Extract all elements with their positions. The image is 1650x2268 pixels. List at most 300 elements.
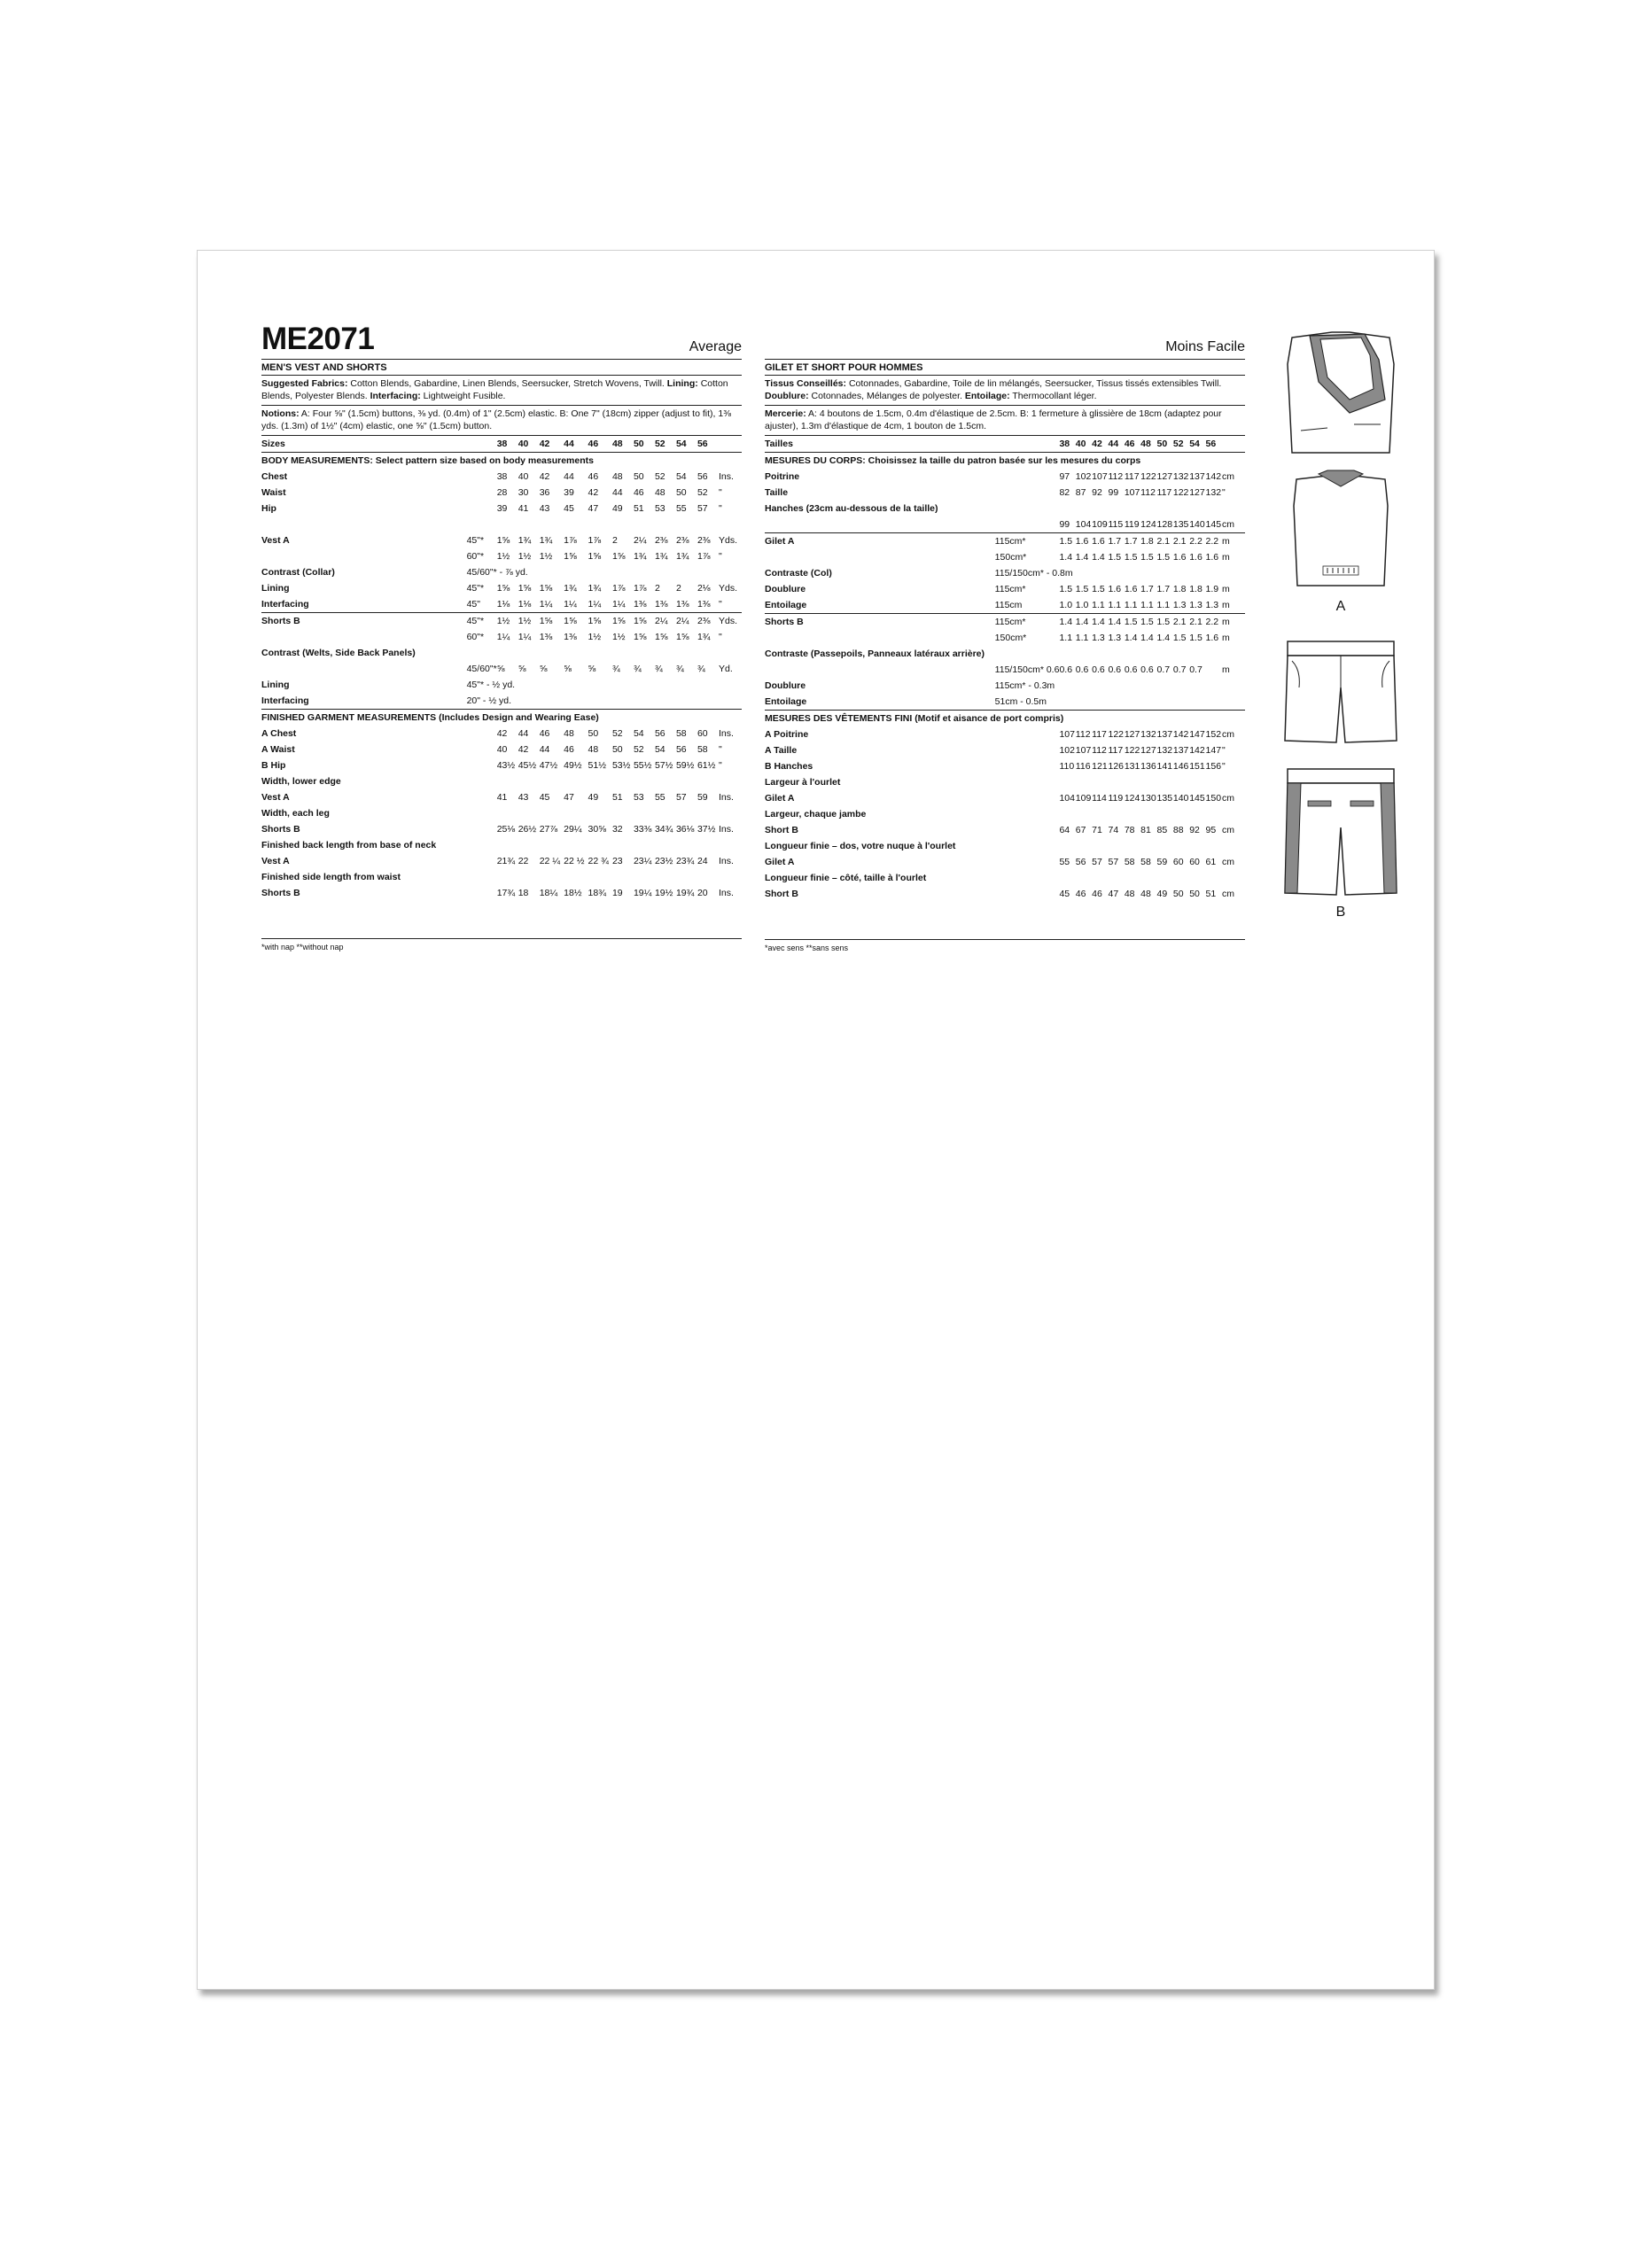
table-cell: ⅝	[539, 664, 548, 674]
table-row	[765, 597, 1245, 614]
table-cell: 152	[1205, 729, 1222, 740]
table-cell: 22	[518, 856, 529, 866]
table-cell: 145	[1205, 519, 1222, 530]
row-label: Hip	[261, 503, 276, 514]
table-cell: 33⅜	[633, 824, 652, 835]
table-row	[765, 870, 1245, 886]
french-header	[765, 320, 1245, 359]
row-label: Short B	[765, 889, 798, 899]
table-cell: 150	[1205, 793, 1222, 804]
sizes-label: Sizes	[261, 436, 467, 453]
table-cell: 2.2	[1206, 533, 1222, 550]
section-title-row	[261, 453, 742, 470]
table-cell: 1⅞	[611, 583, 626, 594]
row-note: 51cm - 0.5m	[994, 696, 1047, 707]
table-cell: 1¾	[539, 535, 553, 546]
row-label: Entoilage	[765, 696, 807, 707]
unit-cell: m	[1222, 664, 1230, 675]
table-cell: 142	[1205, 471, 1222, 482]
table-cell: 1¼	[518, 632, 532, 642]
table-row	[765, 662, 1245, 678]
table-cell: 1⅝	[611, 551, 626, 562]
table-cell: 22 ½	[564, 856, 585, 866]
table-cell: 48	[611, 471, 623, 482]
table-cell: 137	[1172, 745, 1189, 756]
table-cell: 1⅜	[564, 632, 577, 642]
fabric-width	[995, 790, 1060, 806]
table-cell: 51½	[588, 760, 606, 771]
table-cell: 132	[1156, 745, 1173, 756]
table-cell: 18¼	[539, 888, 558, 898]
fabric-width	[467, 742, 497, 757]
row-label: B Hanches	[765, 761, 813, 772]
table-cell: 1½	[496, 551, 510, 562]
fabric-width: 60"*	[466, 632, 485, 642]
row-note: 115cm* - 0.3m	[994, 680, 1055, 691]
table-cell: 46	[1075, 889, 1086, 899]
table-row	[261, 693, 742, 710]
table-cell: 127	[1156, 471, 1173, 482]
table-cell: 132	[1140, 729, 1156, 740]
table-cell: 21¾	[496, 856, 516, 866]
fabric-width: 150cm*	[994, 552, 1027, 563]
table-cell: 1¼	[496, 632, 510, 642]
table-cell: 1⅝	[540, 613, 564, 630]
unit-cell: m	[1222, 584, 1230, 594]
table-cell: 18½	[564, 888, 582, 898]
fabric-width	[995, 469, 1060, 485]
unit-cell: "	[719, 760, 722, 771]
row-label: Contraste (Passepoils, Panneaux latéraux arrière)	[765, 649, 985, 659]
table-cell	[676, 517, 697, 532]
table-cell: 57	[697, 503, 708, 514]
table-cell: 1½	[539, 551, 553, 562]
table-cell: 114	[1092, 793, 1107, 804]
table-cell: 1.4	[1140, 633, 1154, 643]
table-cell: 1.9	[1205, 584, 1219, 594]
table-cell: 19¾	[675, 888, 695, 898]
table-cell: 124	[1124, 793, 1140, 804]
section-title: MESURES DES VÊTEMENTS FINI (Motif et aisance de port compris)	[765, 711, 1245, 727]
table-cell: 85	[1156, 825, 1168, 835]
table-cell: 2	[654, 583, 660, 594]
table-row	[765, 581, 1245, 597]
table-cell: 50	[611, 744, 623, 755]
table-cell: ¾	[675, 664, 684, 674]
table-cell: 37½	[697, 824, 716, 835]
unit-cell: "	[1222, 761, 1226, 772]
unit-cell: Ins.	[719, 471, 734, 482]
table-cell: 18¾	[588, 888, 606, 898]
table-cell: 1.4	[1092, 552, 1105, 563]
table-cell: 0.6	[1075, 664, 1089, 675]
table-cell: 25⅛	[496, 824, 516, 835]
table-cell: 1⅝	[496, 535, 510, 546]
size-header: 42	[540, 436, 564, 453]
fabric-width	[995, 726, 1060, 742]
table-cell: 1⅝	[612, 613, 634, 630]
table-cell: 119	[1108, 793, 1124, 804]
row-label: Longueur finie – côté, taille à l'ourlet	[765, 873, 927, 883]
table-cell: 48	[588, 744, 599, 755]
table-cell: 1⅝	[654, 632, 668, 642]
fabric-width	[995, 758, 1060, 774]
table-cell: 2⅜	[654, 535, 668, 546]
table-cell: 50	[675, 487, 687, 498]
table-row	[261, 677, 742, 693]
table-cell: 1.5	[1059, 533, 1075, 550]
table-cell: 128	[1156, 519, 1173, 530]
unit-cell: Ins.	[719, 888, 734, 898]
size-header: 54	[1189, 436, 1205, 453]
table-cell: 1⅜	[697, 599, 711, 610]
table-cell	[588, 517, 612, 532]
table-cell: 99	[1059, 519, 1070, 530]
table-cell: 47½	[539, 760, 558, 771]
unit-cell: cm	[1222, 519, 1234, 530]
table-cell: 1.5	[1108, 552, 1122, 563]
fabric-width: 115cm*	[995, 533, 1060, 550]
table-cell: ⅝	[518, 664, 526, 674]
table-cell: 59	[1156, 857, 1168, 867]
fabric-width: 45"*	[466, 583, 485, 594]
fabric-width	[467, 853, 497, 869]
sizes-header-row	[765, 436, 1245, 453]
table-cell: 132	[1172, 471, 1189, 482]
table-cell: 131	[1124, 761, 1140, 772]
width-cell	[995, 436, 1060, 453]
table-cell: 45	[1059, 889, 1070, 899]
table-cell: 20	[697, 888, 708, 898]
row-note: 45/60"* - ⅞ yd.	[466, 567, 528, 578]
table-cell: ⅝	[496, 664, 505, 674]
table-row	[261, 742, 742, 757]
table-cell: 1¾	[633, 551, 647, 562]
unit-cell: m	[1222, 533, 1245, 550]
garment-title-fr: GILET ET SHORT POUR HOMMES	[765, 362, 923, 373]
table-cell: 1⅞	[633, 583, 647, 594]
unit-cell: m	[1222, 633, 1230, 643]
table-cell: 1.6	[1124, 584, 1138, 594]
table-cell: 40	[496, 744, 508, 755]
table-cell: 1.1	[1124, 600, 1138, 610]
table-cell: 22 ¼	[539, 856, 561, 866]
table-cell: 1⅝	[588, 551, 602, 562]
table-cell: 0.7	[1189, 664, 1202, 675]
table-cell: 126	[1108, 761, 1125, 772]
table-cell: 46	[588, 471, 599, 482]
table-cell: 140	[1189, 519, 1205, 530]
table-cell: 1.3	[1092, 633, 1105, 643]
table-cell: 59	[697, 792, 708, 803]
table-cell: 51	[1205, 889, 1217, 899]
row-label	[261, 661, 467, 677]
table-row	[261, 661, 742, 677]
table-row	[765, 774, 1245, 790]
table-cell: 2⅛	[697, 583, 711, 594]
table-row	[765, 630, 1245, 646]
table-cell: 1.4	[1075, 552, 1089, 563]
fabric-info-fr: Tissus Conseillés: Cotonnades, Gabardine, Toile de lin mélangés, Seersucker, Tissus tissés extensibles Twill. Doublure: Cotonnades, Mélanges de polyester. Entoilage: Thermocollant léger.	[765, 378, 1222, 401]
table-cell: 1⅞	[564, 535, 577, 546]
table-cell: 1⅝	[564, 613, 588, 630]
section-title-row	[261, 710, 742, 726]
fabric-width	[995, 742, 1060, 758]
table-cell: 1.7	[1156, 584, 1171, 594]
table-cell: 132	[1205, 487, 1222, 498]
table-cell: 1.0	[1075, 600, 1089, 610]
difficulty-level-fr: Moins Facile	[1165, 339, 1245, 354]
table-cell: 55½	[633, 760, 652, 771]
table-cell: 41	[518, 503, 529, 514]
row-label: Finished back length from base of neck	[261, 840, 437, 850]
table-cell: 2.1	[1189, 614, 1205, 631]
row-label: B Hip	[261, 760, 286, 771]
table-cell: 1.1	[1140, 600, 1154, 610]
table-cell: 17¾	[496, 888, 516, 898]
table-row	[261, 580, 742, 596]
table-cell: 0.6	[1059, 664, 1073, 675]
table-cell: 57	[1092, 857, 1102, 867]
unit-cell: Yd.	[719, 664, 733, 674]
table-row	[261, 469, 742, 485]
table-cell: 107	[1124, 487, 1140, 498]
table-cell: 104	[1059, 793, 1075, 804]
table-cell: 95	[1205, 825, 1217, 835]
table-cell: 117	[1108, 745, 1124, 756]
unit-cell: Ins.	[719, 728, 734, 739]
pattern-envelope-back	[197, 250, 1435, 1990]
table-cell: 1⅝	[539, 583, 553, 594]
table-row	[261, 485, 742, 501]
table-cell: 140	[1172, 793, 1189, 804]
row-note	[467, 645, 742, 661]
fabric-width: 45"*	[466, 535, 485, 546]
table-cell: 87	[1075, 487, 1086, 498]
unit-cell: Ins.	[719, 856, 734, 866]
table-row	[765, 646, 1245, 662]
table-cell: 45½	[518, 760, 537, 771]
table-cell: 56	[697, 471, 708, 482]
fabric-width: 60"*	[466, 551, 485, 562]
row-label: Short B	[765, 825, 798, 835]
table-cell: 156	[1205, 761, 1222, 772]
row-label	[261, 517, 467, 532]
row-label	[765, 662, 995, 678]
table-cell: 1.0	[1059, 600, 1073, 610]
row-label: Hanches (23cm au-dessous de la taille)	[765, 503, 938, 514]
row-note	[995, 646, 1245, 662]
table-cell: 24	[697, 856, 708, 866]
table-row	[261, 805, 742, 821]
table-cell: 1½	[611, 632, 626, 642]
table-cell: 19	[611, 888, 623, 898]
size-header: 48	[1140, 436, 1156, 453]
size-header: 48	[612, 436, 634, 453]
table-cell: 23¼	[633, 856, 652, 866]
table-cell: 59½	[675, 760, 695, 771]
table-row	[765, 822, 1245, 838]
table-cell: 52	[611, 728, 623, 739]
table-cell: 1½	[497, 613, 518, 630]
table-row	[765, 886, 1245, 902]
table-cell: 1⅜	[633, 599, 647, 610]
row-label: Lining	[261, 680, 290, 690]
table-row	[261, 532, 742, 548]
table-cell: 2⅜	[697, 613, 719, 630]
table-cell: 1.7	[1108, 533, 1124, 550]
size-header: 44	[564, 436, 588, 453]
unit-cell: m	[1222, 614, 1245, 631]
table-row	[261, 726, 742, 742]
table-cell: 51	[633, 503, 644, 514]
row-note: 115/150cm* - 0.8m	[994, 568, 1073, 579]
table-cell: 136	[1140, 761, 1156, 772]
shorts-b-drawing	[1265, 634, 1416, 900]
table-cell: 50	[1172, 889, 1184, 899]
table-cell: 0.6	[1140, 664, 1154, 675]
unit-cell: cm	[1222, 825, 1234, 835]
table-cell: 39	[496, 503, 508, 514]
size-header: 42	[1092, 436, 1108, 453]
unit-cell: "	[1222, 745, 1226, 756]
table-cell: 102	[1075, 471, 1092, 482]
row-note	[467, 837, 742, 853]
row-note: 45"* - ½ yd.	[466, 680, 516, 690]
table-cell: 2.1	[1157, 533, 1173, 550]
table-cell: 1.6	[1205, 552, 1219, 563]
row-note	[467, 869, 742, 885]
unit-cell: cm	[1222, 889, 1234, 899]
table-cell: 42	[496, 728, 508, 739]
table-cell: 107	[1092, 471, 1108, 482]
table-cell: 1.5	[1172, 633, 1187, 643]
table-cell: 1¾	[518, 535, 532, 546]
table-cell: 23	[611, 856, 623, 866]
table-cell: 107	[1059, 729, 1075, 740]
table-cell	[634, 517, 655, 532]
view-b-label: B	[1335, 905, 1346, 920]
table-cell: 0.6	[1124, 664, 1138, 675]
table-cell: 44	[611, 487, 623, 498]
table-cell: 57½	[654, 760, 673, 771]
table-cell: 109	[1092, 519, 1108, 530]
row-label: Lining	[261, 583, 290, 594]
size-header: 50	[634, 436, 655, 453]
table-cell: 1.6	[1092, 533, 1108, 550]
row-note	[995, 806, 1245, 822]
section-title: FINISHED GARMENT MEASUREMENTS (Includes Design and Wearing Ease)	[261, 710, 742, 726]
table-cell: 1.4	[1059, 614, 1075, 631]
table-cell: 1.8	[1189, 584, 1202, 594]
table-cell: 1.7	[1140, 584, 1154, 594]
table-cell: 92	[1189, 825, 1200, 835]
table-cell: 2	[611, 535, 618, 546]
table-cell: 50	[1189, 889, 1200, 899]
table-cell: 142	[1172, 729, 1189, 740]
row-label: Doublure	[765, 680, 806, 691]
table-cell: 18	[518, 888, 529, 898]
table-cell: 1¼	[539, 599, 553, 610]
table-cell: 67	[1075, 825, 1086, 835]
table-cell: 55	[675, 503, 687, 514]
table-cell: 81	[1140, 825, 1151, 835]
table-cell: 46	[564, 744, 574, 755]
table-cell: 54	[654, 744, 665, 755]
table-cell: 52	[697, 487, 708, 498]
unit-cell: cm	[1222, 793, 1234, 804]
table-cell: 36	[539, 487, 550, 498]
row-label: Width, each leg	[261, 808, 330, 819]
unit-cell	[719, 517, 742, 532]
row-label: A Poitrine	[765, 729, 809, 740]
table-cell: 1⅛	[496, 599, 510, 610]
table-cell: 1⅝	[675, 632, 689, 642]
table-cell: 42	[518, 744, 529, 755]
table-cell	[518, 517, 540, 532]
garment-title: MEN'S VEST AND SHORTS	[261, 362, 387, 373]
size-header: 38	[497, 436, 518, 453]
row-label: Longueur finie – dos, votre nuque à l'ourlet	[765, 841, 956, 851]
table-cell: 49	[588, 792, 599, 803]
table-cell: 1.4	[1108, 614, 1124, 631]
table-cell: 1.7	[1125, 533, 1140, 550]
table-cell: 39	[564, 487, 574, 498]
table-cell: 145	[1189, 793, 1205, 804]
row-label: A Chest	[261, 728, 297, 739]
table-cell: 1.4	[1124, 633, 1138, 643]
table-cell: 115	[1108, 519, 1124, 530]
table-cell	[612, 517, 634, 532]
table-cell: 127	[1124, 729, 1140, 740]
fabric-width	[467, 469, 497, 485]
table-cell: 60	[1189, 857, 1200, 867]
row-label	[261, 629, 467, 645]
table-cell	[1206, 662, 1222, 678]
fabric-width	[467, 726, 497, 742]
table-row	[765, 549, 1245, 565]
table-cell: 1⅝	[496, 583, 510, 594]
table-cell: 146	[1172, 761, 1189, 772]
row-label: A Waist	[261, 744, 295, 755]
table-cell: 112	[1140, 487, 1156, 498]
table-cell: 2¼	[676, 613, 697, 630]
row-note	[467, 805, 742, 821]
table-cell: 1¾	[697, 632, 711, 642]
size-header: 56	[1206, 436, 1222, 453]
table-cell: 2⅜	[697, 535, 711, 546]
row-note: 20" - ½ yd.	[466, 695, 512, 706]
unit-cell: Yds.	[719, 583, 738, 594]
table-cell: 28	[496, 487, 508, 498]
table-cell: 27⅞	[539, 824, 558, 835]
unit-cell: "	[719, 632, 722, 642]
table-row	[765, 726, 1245, 742]
table-cell: 78	[1124, 825, 1135, 835]
unit-cell: "	[719, 487, 722, 498]
fabric-width	[467, 885, 497, 901]
table-row	[261, 853, 742, 869]
row-label: Shorts B	[261, 613, 467, 630]
table-row	[261, 773, 742, 789]
table-cell: 1.6	[1205, 633, 1219, 643]
table-cell: 1⅜	[675, 599, 689, 610]
width-cell	[467, 436, 497, 453]
table-cell: 1.4	[1092, 614, 1108, 631]
table-cell	[540, 517, 564, 532]
section-title: BODY MEASUREMENTS: Select pattern size based on body measurements	[261, 453, 742, 470]
table-cell: 122	[1172, 487, 1189, 498]
